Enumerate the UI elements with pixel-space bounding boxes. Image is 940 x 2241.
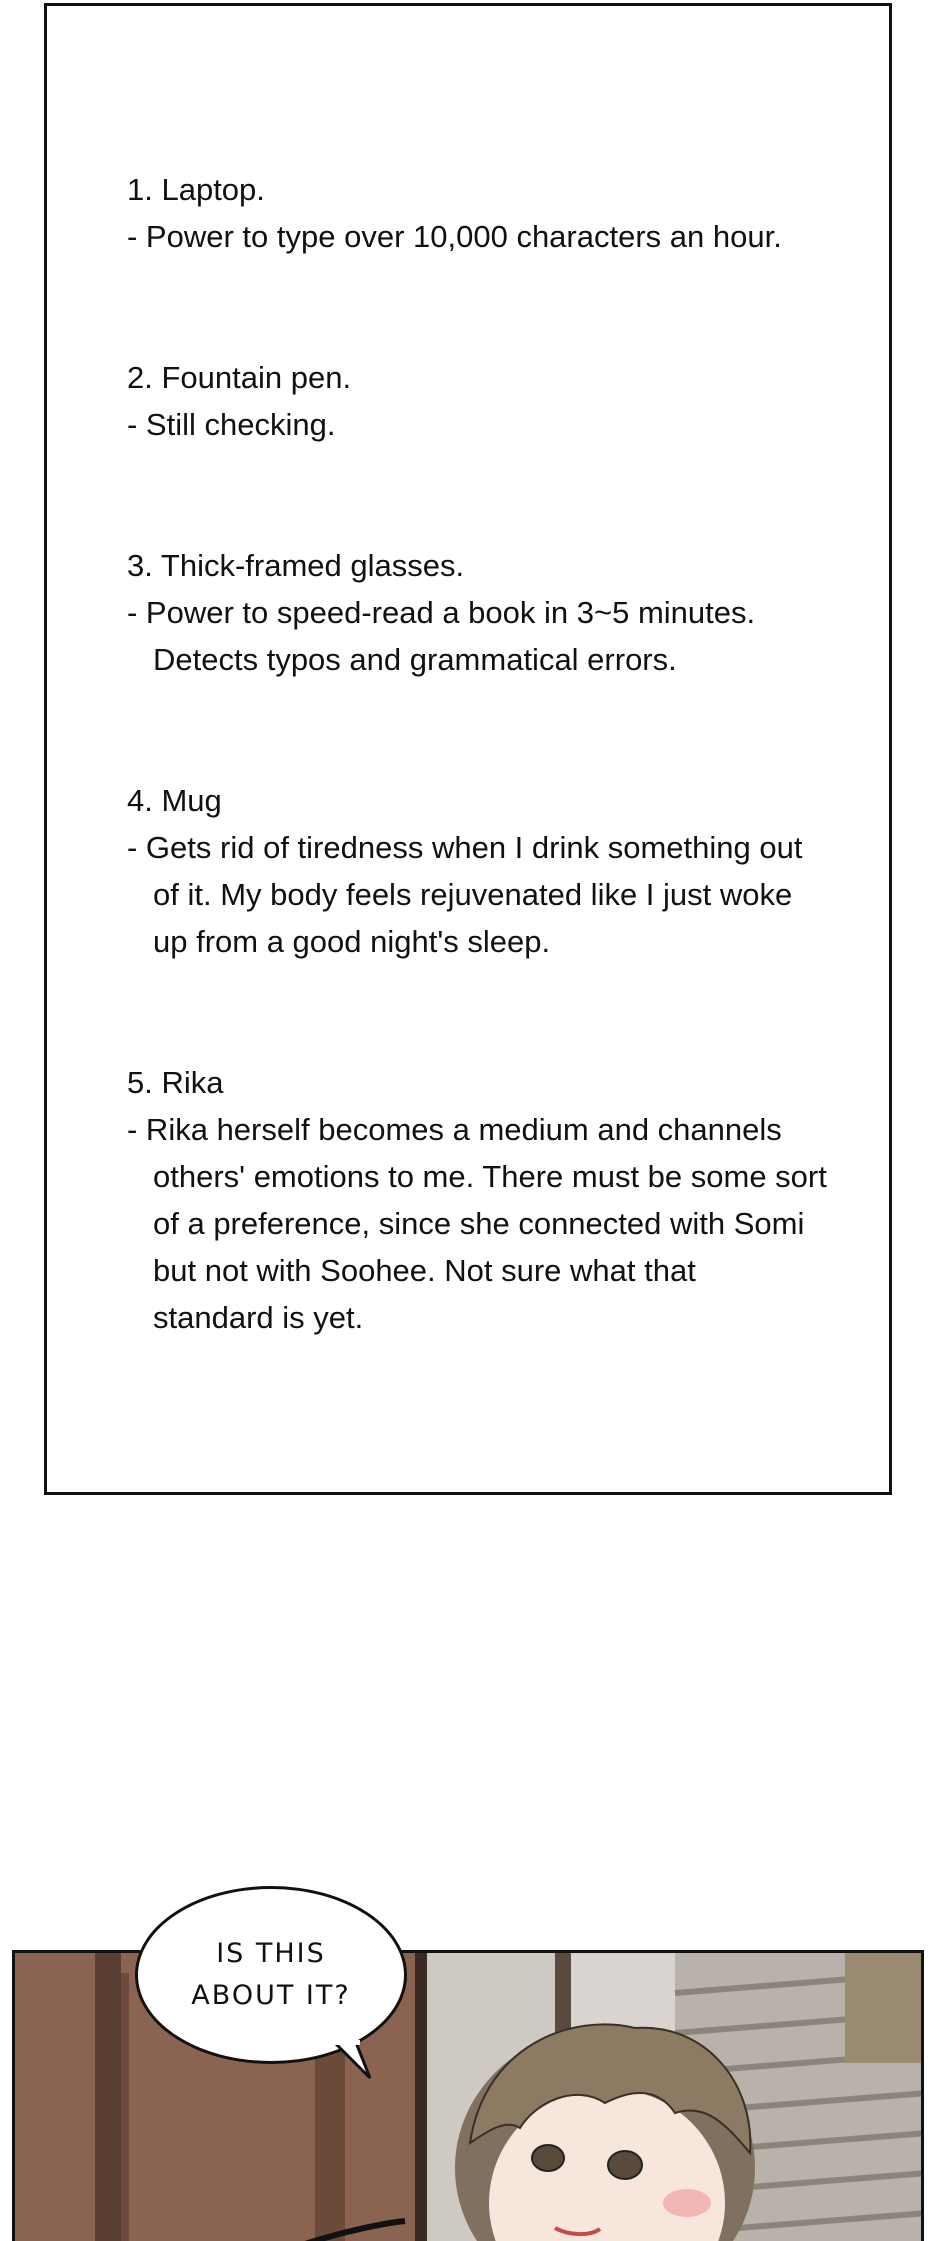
blush (663, 2189, 711, 2217)
right-eye (608, 2151, 642, 2179)
note-line: others' emotions to me. There must be some sort (153, 1159, 827, 1194)
note-line: but not with Soohee. Not sure what that (153, 1253, 696, 1288)
note-line: - Power to speed-read a book in 3~5 minutes. (127, 595, 756, 630)
note-line: - Gets rid of tiredness when I drink something out (127, 830, 803, 865)
door-frame (95, 1953, 121, 2241)
speech-line-1: IS THIS (216, 1938, 326, 1969)
note-entry-laptop (127, 166, 887, 260)
note-title: 5. Rika (127, 1065, 224, 1100)
speech-bubble (135, 1886, 407, 2064)
divider (415, 1953, 427, 2241)
note-title: 3. Thick-framed glasses. (127, 548, 465, 583)
note-entry-glasses (127, 542, 887, 683)
note-line: of it. My body feels rejuvenated like I just woke (153, 877, 793, 912)
note-title: 4. Mug (127, 783, 222, 818)
speech-bubble-tail (330, 2040, 380, 2080)
note-entry-rika (127, 1059, 887, 1341)
hanging-plant (845, 1953, 924, 2063)
note-line: - Still checking. (127, 407, 336, 442)
note-entry-fountain-pen (127, 354, 887, 448)
note-line: Detects typos and grammatical errors. (153, 642, 677, 677)
note-line: - Rika herself becomes a medium and channels (127, 1112, 782, 1147)
note-title: 1. Laptop. (127, 172, 265, 207)
door-edge (121, 1973, 129, 2241)
note-line: up from a good night's sleep. (153, 924, 551, 959)
note-title: 2. Fountain pen. (127, 360, 352, 395)
note-line: standard is yet. (153, 1300, 364, 1335)
note-line: of a preference, since she connected with Somi (153, 1206, 805, 1241)
note-line: - Power to type over 10,000 characters an hour. (127, 219, 782, 254)
note-entry-mug (127, 777, 887, 965)
speech-line-2: ABOUT IT? (191, 1980, 351, 2011)
left-eye (532, 2145, 564, 2171)
notes-box (44, 3, 892, 1495)
